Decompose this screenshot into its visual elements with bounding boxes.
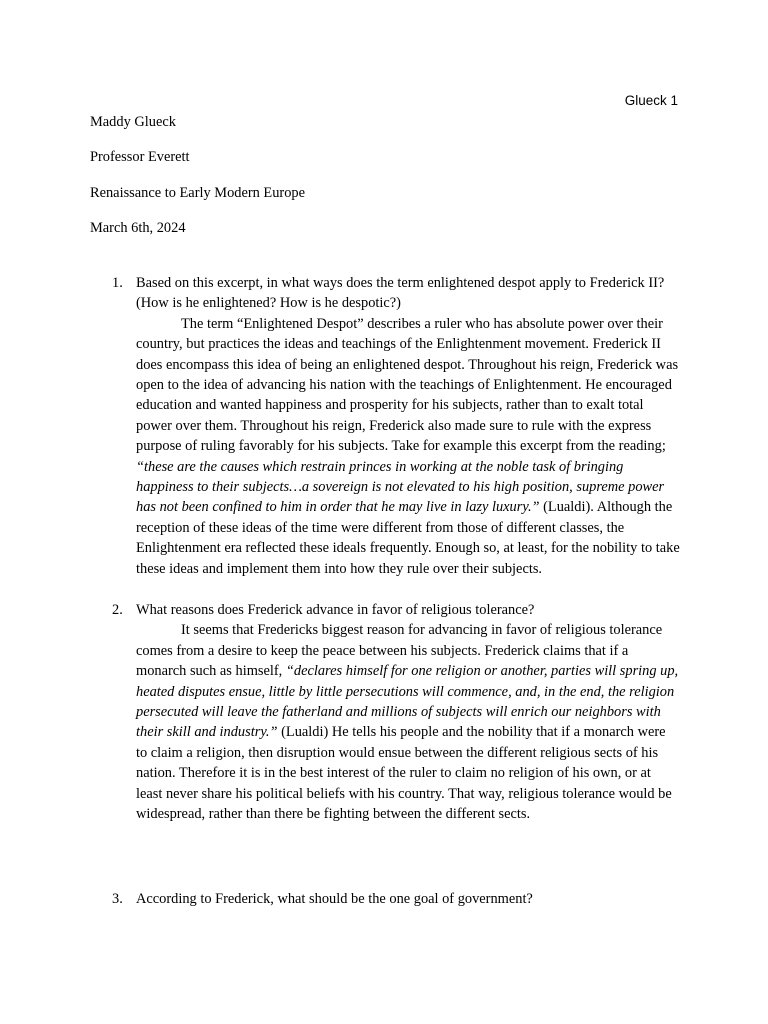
running-header: Glueck 1 xyxy=(624,93,678,108)
answer-quote: “these are the causes which restrain princes in working at the noble task of bringing happiness to their subjects…a sovereign is not elevated to his high position, supreme power has not been confined to him in order that he may live in lazy luxury.” xyxy=(136,458,665,516)
answer-text: (Lualdi). Although the reception of these ideas of the time were different from those of different classes, the Enlightenment era reflected these ideals frequently. Enough so, at least, for the nobility to take these ideas and implement them into how they rule over their subjects. xyxy=(136,499,680,577)
question-prompt-row xyxy=(90,273,680,314)
question-prompt: Based on this excerpt, in what ways does the term enlightened despot apply to Frederick II? (How is he enlightened? How is he despotic?) xyxy=(136,275,665,312)
document-date: March 6th, 2024 xyxy=(90,219,186,236)
question-prompt-row xyxy=(90,889,680,909)
mla-heading xyxy=(90,112,680,253)
answer-quote: “declares himself for one religion or another, parties will spring up, heated disputes ensue, little by little persecutions will commence, and, in the end, the religion persecuted will leave the fatherland and millions of subjects will enrich our neighbors with their skill and industry.” xyxy=(136,663,679,741)
student-name: Maddy Glueck xyxy=(90,114,176,130)
question-prompt: According to Frederick, what should be the one goal of government? xyxy=(136,891,533,907)
answer-text: It seems that Fredericks biggest reason for advancing in favor of religious tolerance comes from a desire to keep the peace between his subjects. Frederick claims that if a monarch such as himself, xyxy=(136,622,663,680)
question-item xyxy=(90,889,680,909)
professor-name: Professor Everett xyxy=(90,149,190,166)
question-prompt: What reasons does Frederick advance in favor of religious tolerance? xyxy=(136,602,535,618)
question-number: 1. xyxy=(112,275,123,291)
question-prompt-row xyxy=(90,600,680,620)
answer-paragraph xyxy=(90,620,680,824)
course-name: Renaissance to Early Modern Europe xyxy=(90,184,305,201)
answer-text: (Lualdi) He tells his people and the nobility that if a monarch were to claim a religion, then disruption would ensue between the different religious sects of his nation. Therefore it is in the best interest of the ruler to claim no religion of his own, or at least never share his political beliefs with his country. That way, religious tolerance would be widespread, rather than there be fighting between the different sects. xyxy=(136,724,672,823)
question-item xyxy=(90,273,680,579)
question-number: 2. xyxy=(112,602,123,618)
answer-text: The term “Enlightened Despot” describes a ruler who has absolute power over their country, but practices the ideas and teachings of the Enlightenment movement. Frederick II does encompass this idea of being an enlightened despot. Throughout his reign, Frederick was open to the idea of advancing his nation with the teachings of Enlightenment. He encouraged education and wanted happiness and prosperity for his subjects, rather than to exalt total power over them. Throughout his reign, Frederick also made sure to rule with the express purpose of ruling favorably for his subjects. Take for example this excerpt from the reading; xyxy=(136,315,679,455)
answer-paragraph xyxy=(90,314,680,579)
question-item xyxy=(90,600,680,824)
question-number: 3. xyxy=(112,891,123,907)
